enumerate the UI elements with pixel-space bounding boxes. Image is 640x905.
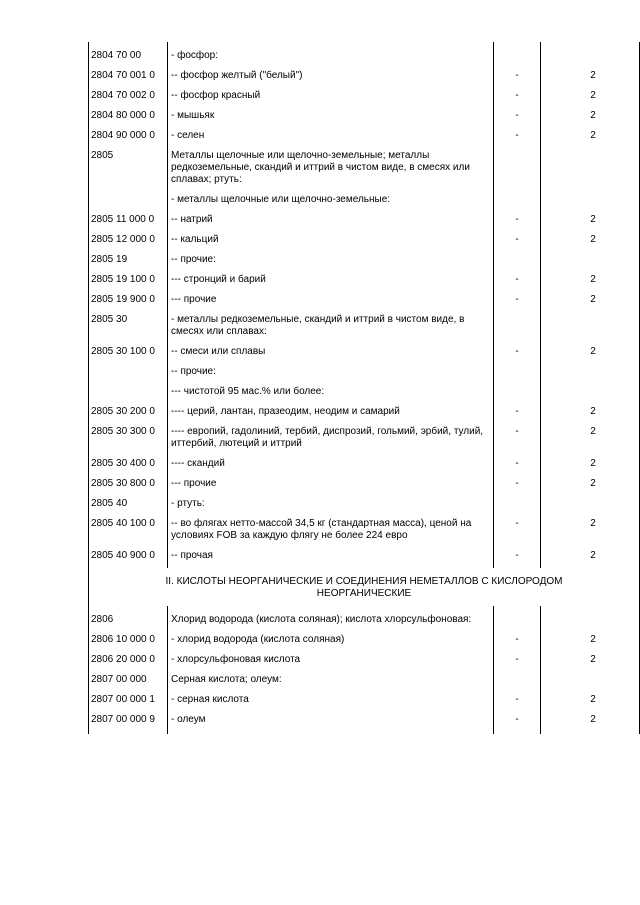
description-cell: - металлы щелочные или щелочно-земельные: <box>168 186 494 206</box>
table-row <box>89 42 640 62</box>
rate-cell: 2 <box>541 510 640 542</box>
hs-code-cell: 2806 10 000 0 <box>89 626 168 646</box>
rate-cell <box>541 378 640 398</box>
rate-cell: 2 <box>541 82 640 102</box>
duty-cell: - <box>494 82 541 102</box>
rate-cell: 2 <box>541 626 640 646</box>
rate-cell <box>541 606 640 626</box>
table-row <box>89 266 640 286</box>
hs-code-cell: 2805 40 <box>89 490 168 510</box>
table-row <box>89 338 640 358</box>
hs-code-cell: 2807 00 000 <box>89 666 168 686</box>
spacer-cell <box>89 726 168 734</box>
description-cell: --- прочие <box>168 286 494 306</box>
rate-cell: 2 <box>541 62 640 82</box>
row-spacer <box>89 726 640 734</box>
table-row <box>89 358 640 378</box>
table-row <box>89 646 640 666</box>
hs-code-cell: 2805 30 200 0 <box>89 398 168 418</box>
table-row <box>89 186 640 206</box>
duty-cell: - <box>494 706 541 726</box>
rate-cell <box>541 186 640 206</box>
description-cell: - серная кислота <box>168 686 494 706</box>
hs-code-cell: 2805 19 100 0 <box>89 266 168 286</box>
duty-cell <box>494 606 541 626</box>
description-cell: ---- церий, лантан, празеодим, неодим и самарий <box>168 398 494 418</box>
rate-cell: 2 <box>541 206 640 226</box>
hs-code-cell: 2804 80 000 0 <box>89 102 168 122</box>
rate-cell: 2 <box>541 226 640 246</box>
rate-cell: 2 <box>541 470 640 490</box>
description-cell: ---- европий, гадолиний, тербий, диспрозий, гольмий, эрбий, тулий, иттербий, лютеций и иттрий <box>168 418 494 450</box>
duty-cell <box>494 246 541 266</box>
hs-code-cell: 2805 <box>89 142 168 186</box>
description-cell: -- прочие: <box>168 246 494 266</box>
tariff-document <box>88 42 614 734</box>
table-row <box>89 542 640 562</box>
hs-code-cell: 2805 30 800 0 <box>89 470 168 490</box>
hs-code-cell: 2805 30 100 0 <box>89 338 168 358</box>
description-cell: --- стронций и барий <box>168 266 494 286</box>
duty-cell: - <box>494 510 541 542</box>
hs-code-cell <box>89 186 168 206</box>
duty-cell: - <box>494 626 541 646</box>
rate-cell: 2 <box>541 398 640 418</box>
rate-cell <box>541 42 640 62</box>
description-cell: -- прочая <box>168 542 494 562</box>
tariff-table <box>88 42 640 734</box>
rate-cell: 2 <box>541 706 640 726</box>
duty-cell: - <box>494 338 541 358</box>
duty-cell: - <box>494 542 541 562</box>
duty-cell: - <box>494 450 541 470</box>
table-row <box>89 122 640 142</box>
rate-cell: 2 <box>541 450 640 470</box>
duty-cell: - <box>494 398 541 418</box>
duty-cell: - <box>494 470 541 490</box>
description-cell: Серная кислота; олеум: <box>168 666 494 686</box>
table-row <box>89 206 640 226</box>
rate-cell: 2 <box>541 418 640 450</box>
duty-cell <box>494 186 541 206</box>
description-cell: -- фосфор желтый ("белый") <box>168 62 494 82</box>
hs-code-cell: 2804 70 001 0 <box>89 62 168 82</box>
table-row <box>89 706 640 726</box>
rate-cell <box>541 358 640 378</box>
table-row <box>89 450 640 470</box>
hs-code-cell <box>89 378 168 398</box>
hs-code-cell: 2805 12 000 0 <box>89 226 168 246</box>
description-cell: - мышьяк <box>168 102 494 122</box>
hs-code-cell: 2805 30 <box>89 306 168 338</box>
table-row <box>89 398 640 418</box>
rate-cell: 2 <box>541 646 640 666</box>
description-cell: -- кальций <box>168 226 494 246</box>
table-row <box>89 306 640 338</box>
spacer-cell <box>541 726 640 734</box>
description-cell: Хлорид водорода (кислота соляная); кислота хлорсульфоновая: <box>168 606 494 626</box>
duty-cell <box>494 42 541 62</box>
table-row <box>89 226 640 246</box>
hs-code-cell: 2805 19 900 0 <box>89 286 168 306</box>
table-row <box>89 102 640 122</box>
description-cell: --- прочие <box>168 470 494 490</box>
rate-cell <box>541 142 640 186</box>
section-header <box>89 568 640 606</box>
hs-code-cell: 2805 30 400 0 <box>89 450 168 470</box>
tariff-table-part-2 <box>89 606 640 734</box>
duty-cell <box>494 142 541 186</box>
table-row <box>89 686 640 706</box>
rate-cell: 2 <box>541 102 640 122</box>
table-row <box>89 626 640 646</box>
duty-cell: - <box>494 418 541 450</box>
description-cell: - селен <box>168 122 494 142</box>
section-title: II. КИСЛОТЫ НЕОРГАНИЧЕСКИЕ И СОЕДИНЕНИЯ НЕМЕТАЛЛОВ С КИСЛОРОДОМ НЕОРГАНИЧЕСКИЕ <box>89 568 640 606</box>
description-cell: -- прочие: <box>168 358 494 378</box>
hs-code-cell: 2807 00 000 1 <box>89 686 168 706</box>
rate-cell <box>541 490 640 510</box>
rate-cell <box>541 666 640 686</box>
description-cell: -- фосфор красный <box>168 82 494 102</box>
description-cell: --- чистотой 95 мас.% или более: <box>168 378 494 398</box>
rate-cell <box>541 306 640 338</box>
spacer-cell <box>168 726 494 734</box>
duty-cell: - <box>494 686 541 706</box>
hs-code-cell: 2804 90 000 0 <box>89 122 168 142</box>
rate-cell: 2 <box>541 122 640 142</box>
rate-cell: 2 <box>541 542 640 562</box>
table-row <box>89 666 640 686</box>
hs-code-cell: 2805 40 100 0 <box>89 510 168 542</box>
description-cell: - хлорид водорода (кислота соляная) <box>168 626 494 646</box>
hs-code-cell: 2805 30 300 0 <box>89 418 168 450</box>
duty-cell <box>494 358 541 378</box>
duty-cell: - <box>494 646 541 666</box>
duty-cell: - <box>494 122 541 142</box>
description-cell: - фосфор: <box>168 42 494 62</box>
table-row <box>89 286 640 306</box>
description-cell: - олеум <box>168 706 494 726</box>
duty-cell <box>494 306 541 338</box>
duty-cell: - <box>494 102 541 122</box>
description-cell: -- смеси или сплавы <box>168 338 494 358</box>
duty-cell: - <box>494 206 541 226</box>
description-cell: - металлы редкоземельные, скандий и иттрий в чистом виде, в смесях или сплавах: <box>168 306 494 338</box>
rate-cell: 2 <box>541 286 640 306</box>
duty-cell: - <box>494 62 541 82</box>
table-row <box>89 378 640 398</box>
duty-cell <box>494 666 541 686</box>
hs-code-cell: 2804 70 00 <box>89 42 168 62</box>
hs-code-cell: 2807 00 000 9 <box>89 706 168 726</box>
description-cell: ---- скандий <box>168 450 494 470</box>
table-row <box>89 418 640 450</box>
description-cell: - ртуть: <box>168 490 494 510</box>
duty-cell: - <box>494 226 541 246</box>
table-row <box>89 246 640 266</box>
duty-cell <box>494 490 541 510</box>
description-cell: -- натрий <box>168 206 494 226</box>
section-row <box>89 568 640 606</box>
tariff-table-part-1 <box>89 42 640 568</box>
table-row <box>89 142 640 186</box>
duty-cell <box>494 378 541 398</box>
table-row <box>89 470 640 490</box>
hs-code-cell: 2805 40 900 0 <box>89 542 168 562</box>
hs-code-cell: 2806 <box>89 606 168 626</box>
table-row <box>89 82 640 102</box>
hs-code-cell: 2805 11 000 0 <box>89 206 168 226</box>
hs-code-cell: 2805 19 <box>89 246 168 266</box>
description-cell: - хлорсульфоновая кислота <box>168 646 494 666</box>
hs-code-cell: 2806 20 000 0 <box>89 646 168 666</box>
rate-cell: 2 <box>541 338 640 358</box>
hs-code-cell: 2804 70 002 0 <box>89 82 168 102</box>
table-row <box>89 510 640 542</box>
description-cell: Металлы щелочные или щелочно-земельные; металлы редкоземельные, скандий и иттрий в чистом виде, в смесях или сплавах; ртуть: <box>168 142 494 186</box>
table-row <box>89 606 640 626</box>
spacer-cell <box>494 726 541 734</box>
duty-cell: - <box>494 266 541 286</box>
duty-cell: - <box>494 286 541 306</box>
rate-cell <box>541 246 640 266</box>
description-cell: -- во флягах нетто-массой 34,5 кг (стандартная масса), ценой на условиях FOB за каждую флягу не более 224 евро <box>168 510 494 542</box>
table-row <box>89 490 640 510</box>
hs-code-cell <box>89 358 168 378</box>
rate-cell: 2 <box>541 266 640 286</box>
rate-cell: 2 <box>541 686 640 706</box>
table-row <box>89 62 640 82</box>
